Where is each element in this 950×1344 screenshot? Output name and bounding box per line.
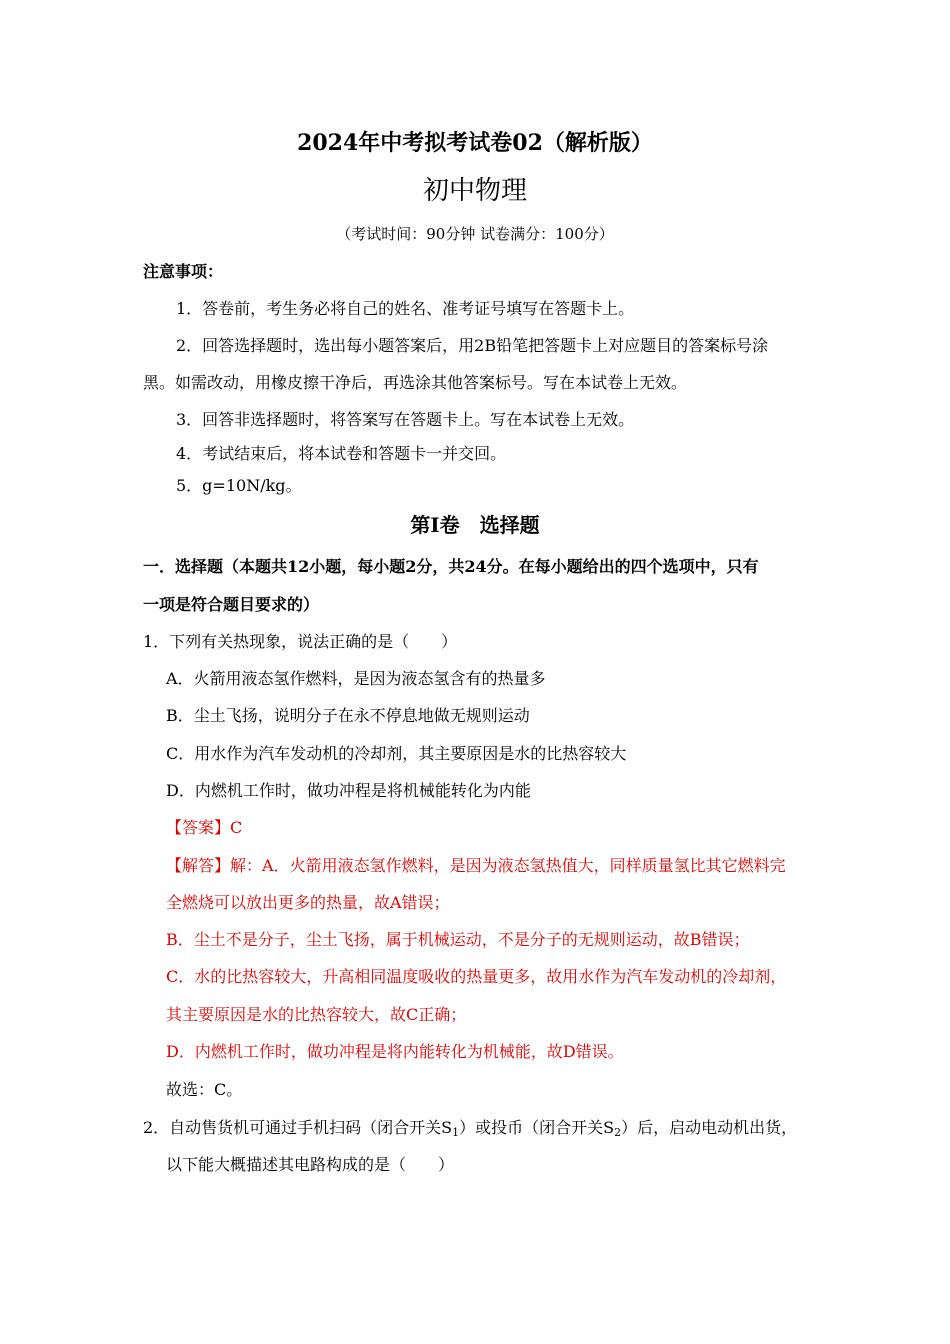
subscript-1: 1 bbox=[452, 1126, 460, 1139]
analysis-text-b: B．尘土不是分子，尘土飞扬，属于机械运动，不是分子的无规则运动，故B错误； bbox=[166, 930, 750, 949]
question-1-option-c: C．用水作为汽车发动机的冷却剂，其主要原因是水的比热容较大 bbox=[166, 744, 627, 763]
question-2-stem-cont: 以下能大概描述其电路构成的是（ ） bbox=[166, 1155, 455, 1174]
notice-item-3: 3．回答非选择题时，将答案写在答题卡上。写在本试卷上无效。 bbox=[176, 410, 635, 429]
notice-item-4: 4．考试结束后，将本试卷和答题卡一并交回。 bbox=[176, 444, 507, 463]
notice-item-1: 1．答卷前，考生务必将自己的姓名、准考证号填写在答题卡上。 bbox=[176, 299, 635, 318]
question-1-option-b: B．尘土飞扬，说明分子在永不停息地做无规则运动 bbox=[166, 706, 530, 725]
question-2-stem bbox=[143, 1118, 797, 1138]
notice-heading: 注意事项： bbox=[143, 262, 224, 281]
section-title: 第Ⅰ卷 选择题 bbox=[410, 513, 540, 537]
stem-part-3: ）后，启动电动机出货， bbox=[621, 1118, 798, 1137]
stem-part-2: ）或投币（闭合开关S bbox=[459, 1118, 615, 1137]
stem-part-1: 2．自动售货机可通过手机扫码（闭合开关S bbox=[143, 1118, 453, 1137]
exam-info: （考试时间：90分钟 试卷满分：100分） bbox=[336, 225, 614, 243]
section-heading-cont: 一项是符合题目要求的） bbox=[143, 595, 320, 614]
analysis-tag: 【解答】 bbox=[166, 856, 231, 875]
question-1-stem: 1．下列有关热现象，说法正确的是（ ） bbox=[143, 632, 458, 651]
section-heading: 一．选择题（本题共12小题，每小题2分，共24分。在每小题给出的四个选项中，只有 bbox=[143, 557, 759, 576]
question-1-answer: 【答案】C bbox=[166, 818, 243, 837]
paper-title: 2024年中考拟考试卷02（解析版） bbox=[297, 130, 653, 156]
subscript-2: 2 bbox=[614, 1126, 622, 1139]
question-1-option-a: A．火箭用液态氢作燃料，是因为液态氢含有的热量多 bbox=[166, 669, 546, 688]
analysis-text-a: 解：A．火箭用液态氢作燃料，是因为液态氢热值大，同样质量氢比其它燃料完 bbox=[230, 856, 786, 875]
analysis-text-d: D．内燃机工作时，做功冲程是将内能转化为机械能，故D错误。 bbox=[166, 1042, 624, 1061]
question-1-option-d: D．内燃机工作时，做功冲程是将机械能转化为内能 bbox=[166, 781, 531, 800]
notice-item-2: 2．回答选择题时，选出每小题答案后，用2B铅笔把答题卡上对应题目的答案标号涂 bbox=[176, 336, 769, 355]
question-1-choose: 故选：C。 bbox=[166, 1080, 243, 1099]
analysis-text-a-cont: 全燃烧可以放出更多的热量，故A错误； bbox=[166, 893, 450, 912]
notice-item-2-cont: 黑。如需改动，用橡皮擦干净后，再选涂其他答案标号。写在本试卷上无效。 bbox=[143, 373, 688, 392]
analysis-text-c-cont: 其主要原因是水的比热容较大，故C正确； bbox=[166, 1005, 467, 1024]
analysis-text-c: C．水的比热容较大，升高相同温度吸收的热量更多，故用水作为汽车发动机的冷却剂， bbox=[166, 967, 787, 986]
subject-title: 初中物理 bbox=[422, 176, 527, 206]
notice-item-5: 5．g=10N/kg。 bbox=[176, 476, 302, 495]
question-1-analysis bbox=[166, 856, 786, 876]
